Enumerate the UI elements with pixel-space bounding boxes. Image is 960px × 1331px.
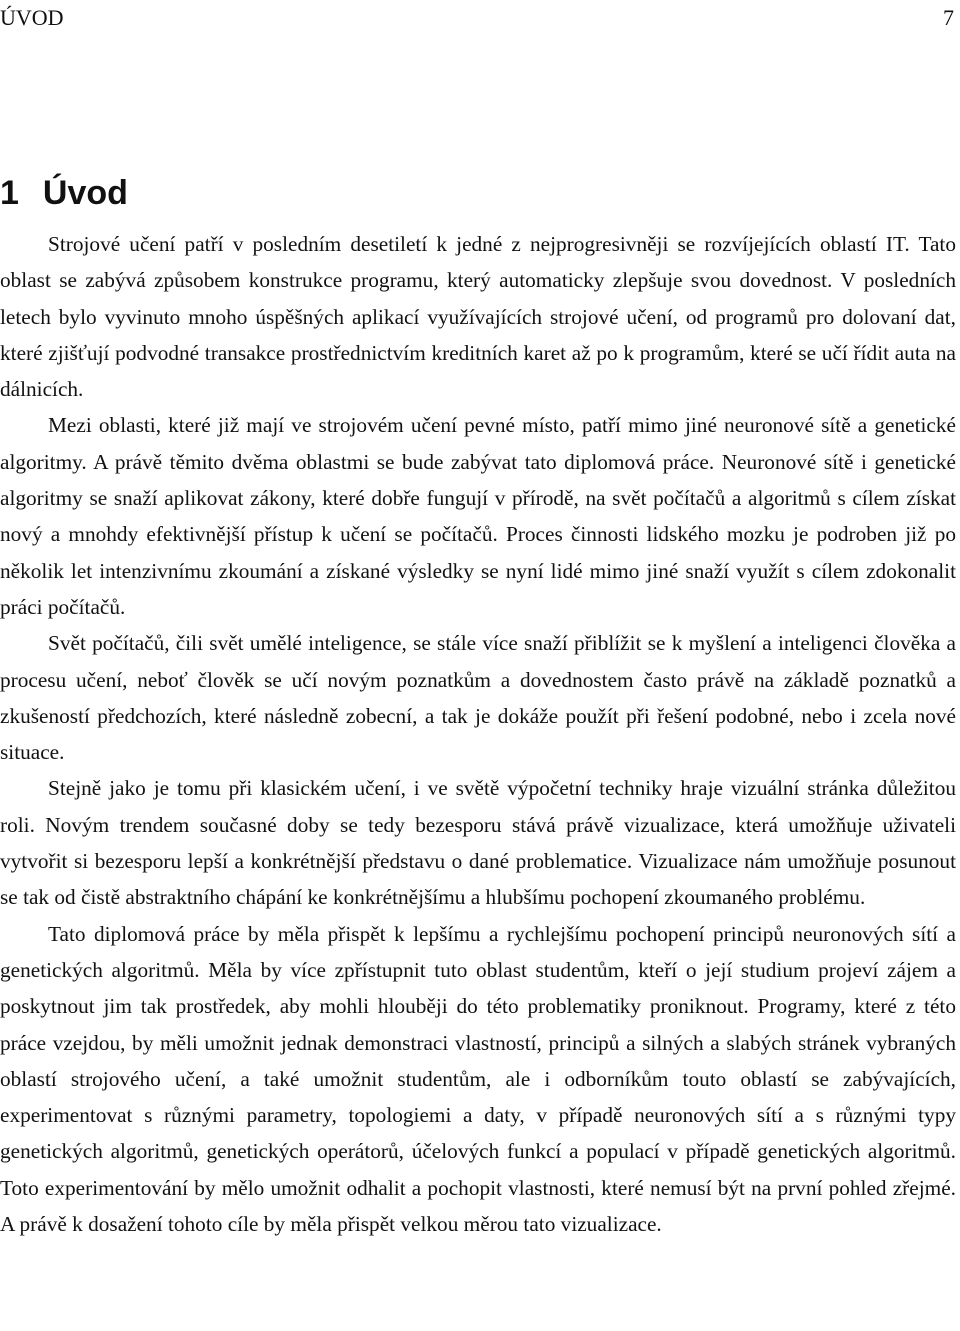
chapter-number: 1: [0, 174, 19, 212]
paragraph: Tato diplomová práce by měla přispět k lepšímu a rychlejšímu pochopení principů neuronových sítí a genetických algoritmů. Měla by více zpřístupnit tuto oblast studentům, kteří o její studium projeví zájem a poskytnout jim tak prostředek, aby mohli hlouběji do této problematiky proniknout. Programy, které z této práce vzejdou, by měli umožnit jednak demonstraci vlastností, principů a silných a slabých stránek vybraných oblastí strojového učení, a také umožnit studentům, ale i odborníkům touto oblastí se zabývajících, experimentovat s různými parametry, topologiemi a daty, v případě neuronových sítí a s různými typy genetických algoritmů, genetických operátorů, účelových funkcí a populací v případě genetických algoritmů. Toto experimentování by mělo umožnit odhalit a pochopit vlastnosti, které nemusí být na první pohled zřejmé. A právě k dosažení tohoto cíle by měla přispět velkou měrou tato vizualizace.: [0, 921, 956, 1237]
paragraph: Svět počítačů, čili svět umělé inteligence, se stále více snaží přiblížit se k myšlení a inteligenci člověka a procesu učení, neboť člověk se učí novým poznatkům a dovednostem často právě na základě poznatků a zkušeností předchozích, které následně zobecní, a tak je dokáže použít při řešení podobné, nebo i zcela nové situace.: [0, 631, 956, 765]
running-header: [0, 4, 960, 32]
running-header-title: ÚVOD: [0, 5, 64, 30]
page-number: 7: [943, 5, 954, 30]
chapter-title: Úvod: [42, 174, 128, 212]
body-text: [0, 226, 956, 1242]
paragraph: Mezi oblasti, které již mají ve strojovém učení pevné místo, patří mimo jiné neuronové sítě a genetické algoritmy. A právě těmito dvěma oblastmi se bude zabývat tato diplomová práce. Neuronové sítě i genetické algoritmy se snaží aplikovat zákony, které dobře fungují v přírodě, na svět počítačů a algoritmů s cílem získat nový a mnohdy efektivnější přístup k učení se počítačů. Proces činnosti lidského mozku je podroben již po několik let intenzivnímu zkoumání a získané výsledky se nyní lidé mimo jiné snaží využít s cílem zdokonalit práci počítačů.: [0, 413, 956, 619]
paragraph: Strojové učení patří v posledním desetiletí k jedné z nejprogresivněji se rozvíjejících oblastí IT. Tato oblast se zabývá způsobem konstrukce programu, který automaticky zlepšuje svou dovednost. V posledních letech bylo vyvinuto mnoho úspěšných aplikací využívajících strojové učení, od programů pro dolovaní dat, které zjišťují podvodné transakce prostřednictvím kreditních karet až po k programům, které se učí řídit auta na dálnicích.: [0, 232, 956, 402]
chapter-heading: [0, 168, 128, 218]
paragraph: Stejně jako je tomu při klasickém učení, i ve světě výpočetní techniky hraje vizuální stránka důležitou roli. Novým trendem současné doby se tedy bezesporu stává právě vizualizace, která umožňuje uživateli vytvořit si bezesporu lepší a konkrétnější představu o dané problematice. Vizualizace nám umožňuje posunout se tak od čistě abstraktního chápání ke konkrétnějšímu a hlubšímu pochopení zkoumaného problému.: [0, 776, 956, 910]
